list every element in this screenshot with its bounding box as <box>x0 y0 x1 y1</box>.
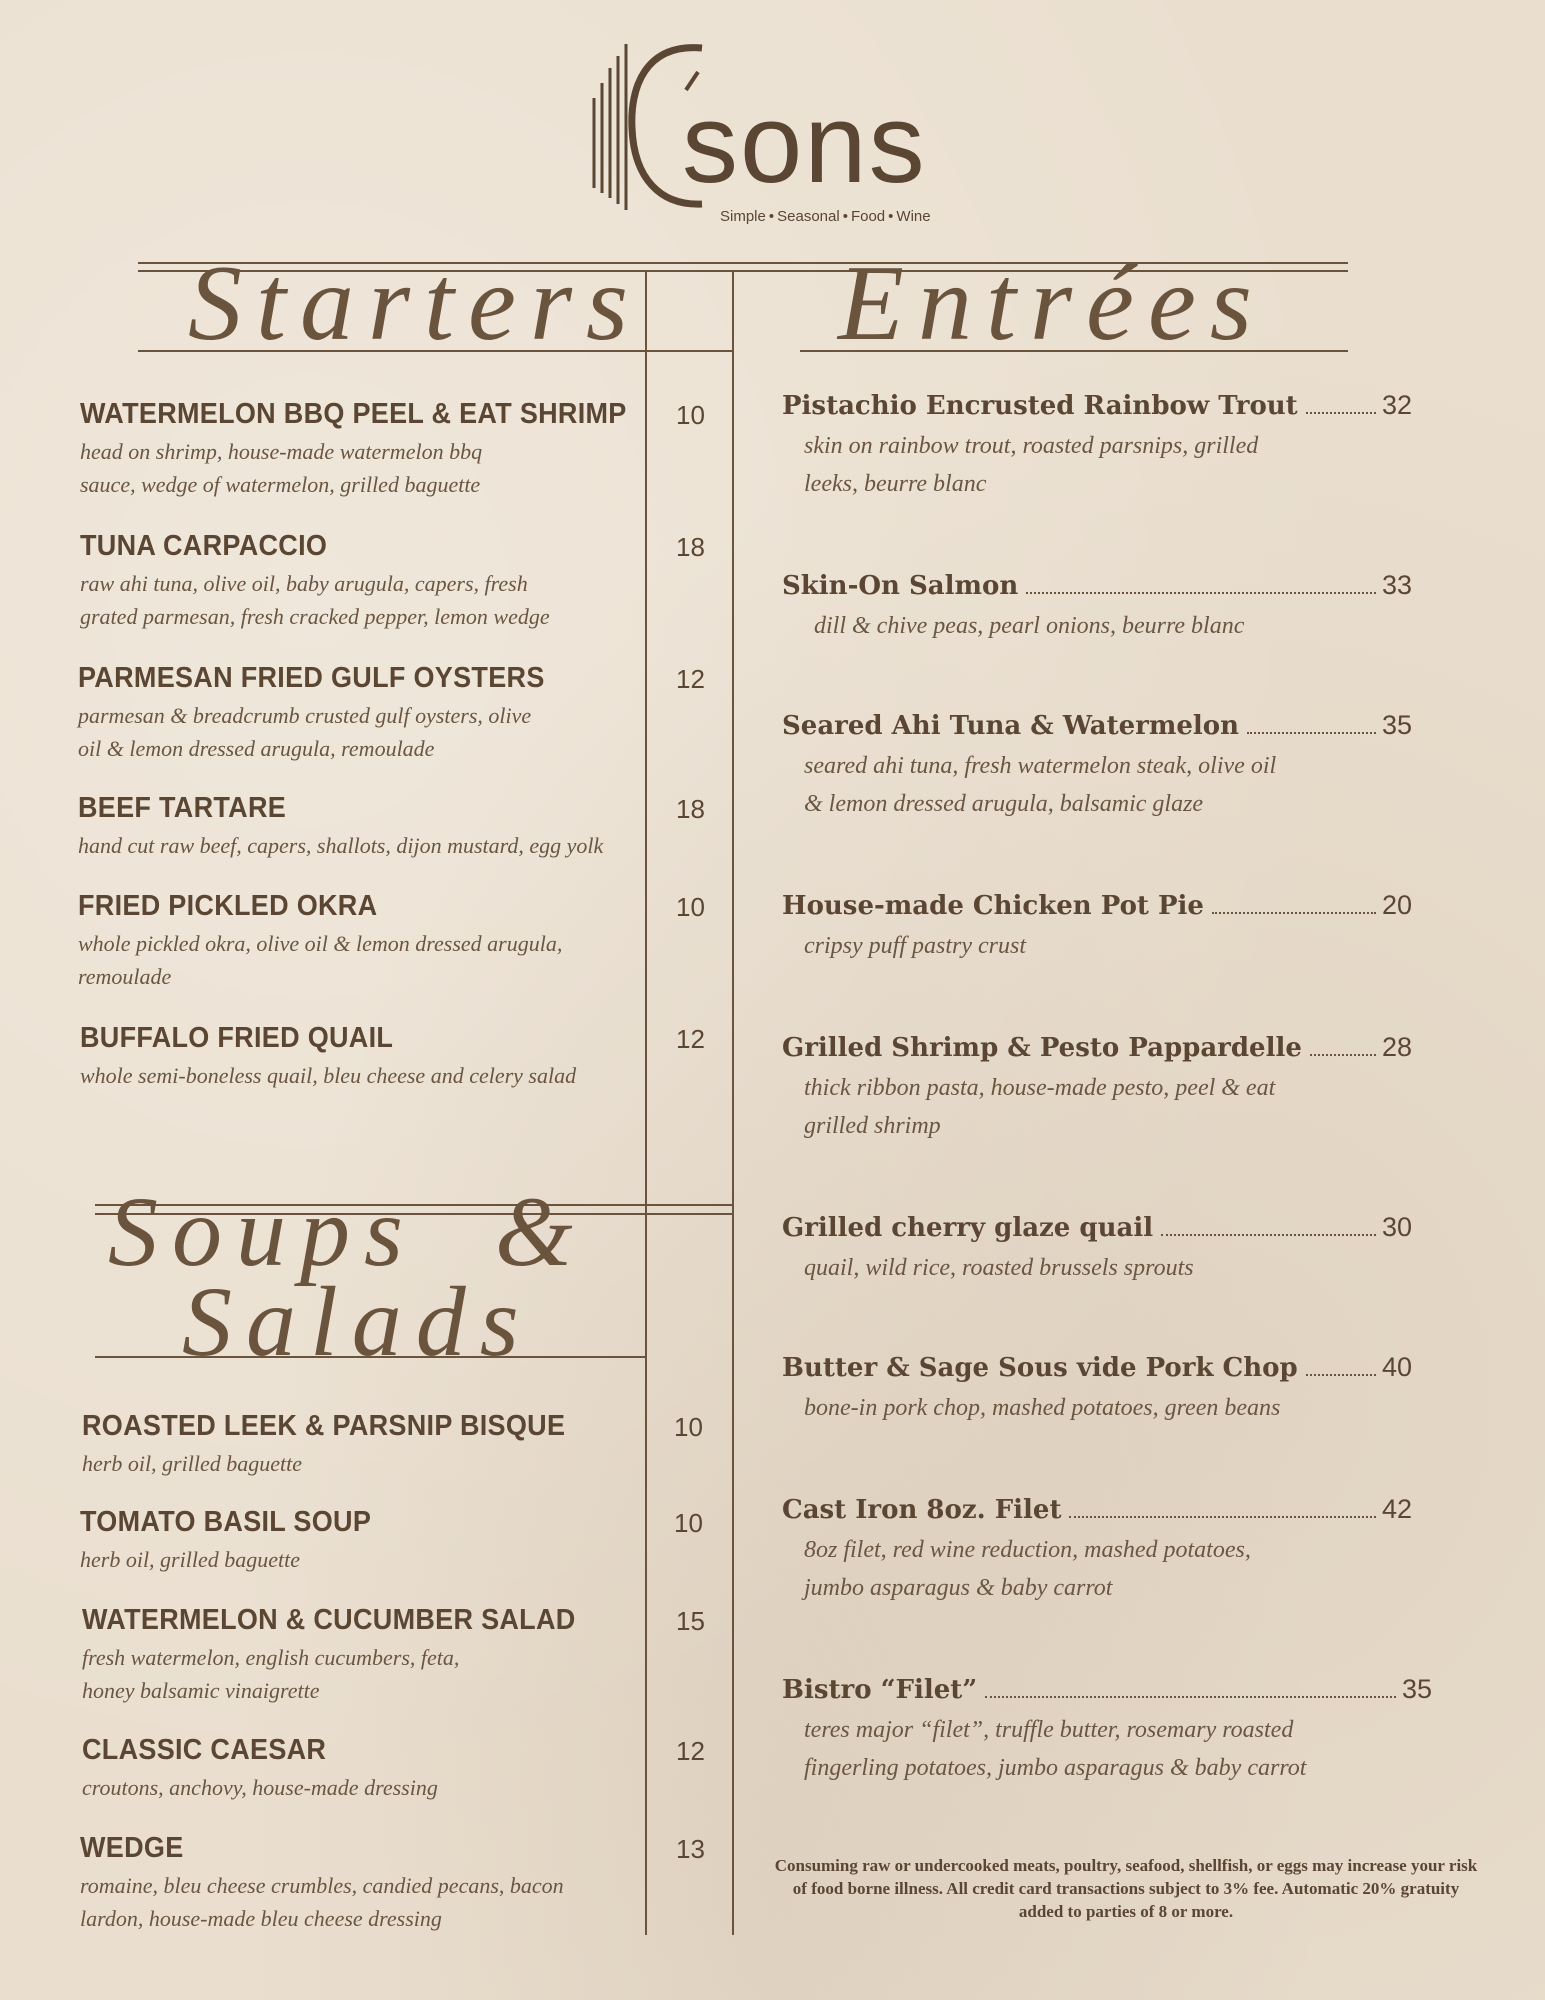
starter-item: BEEF TARTARE hand cut raw beef, capers, shallots, dijon mustard, egg yolk <box>78 792 604 858</box>
starter-item: WATERMELON BBQ PEEL & EAT SHRIMP head on shrimp, house-made watermelon bbq sauce, wedge of watermelon, grilled baguette <box>80 398 627 497</box>
soup-salad-price: 15 <box>676 1606 705 1636</box>
soup-salad-item: WATERMELON & CUCUMBER SALAD fresh watermelon, english cucumbers, feta, honey balsamic vinaigrette <box>82 1604 576 1703</box>
dot-leader <box>1306 412 1376 414</box>
logo-tagline: Simple • Seasonal • Food • Wine <box>720 208 931 225</box>
soup-salad-price: 10 <box>674 1508 703 1538</box>
entrees-title: Entrées <box>838 244 1266 363</box>
dot-leader <box>1310 1054 1376 1056</box>
dot-leader <box>1247 732 1376 734</box>
dot-leader <box>1026 592 1376 594</box>
soup-salad-price: 12 <box>676 1736 705 1766</box>
starter-item: TUNA CARPACCIO raw ahi tuna, olive oil, baby arugula, capers, fresh grated parmesan, fresh cracked pepper, lemon wedge <box>80 530 550 629</box>
soup-salad-item: WEDGE romaine, bleu cheese crumbles, candied pecans, bacon lardon, house-made bleu cheese dressing <box>80 1832 564 1931</box>
soup-salad-item: ROASTED LEEK & PARSNIP BISQUE herb oil, grilled baguette <box>82 1410 566 1476</box>
food-safety-disclaimer: Consuming raw or undercooked meats, poultry, seafood, shellfish, or eggs may increase your risk of food borne illness. All credit card transactions subject to 3% fee. Automatic 20% gratuity added to parties of 8 or more. <box>774 1856 1478 1921</box>
soups-title-line1: Soups & <box>108 1176 587 1287</box>
dot-leader <box>985 1696 1396 1698</box>
entree-item: Skin-On Salmon 33 dill & chive peas, pearl onions, beurre blanc <box>782 570 1412 639</box>
dot-leader <box>1306 1374 1376 1376</box>
starter-price: 18 <box>676 794 705 824</box>
column-divider-2 <box>732 272 734 1935</box>
entree-item: Pistachio Encrusted Rainbow Trout 32 skin on rainbow trout, roasted parsnips, grilled leeks, beurre blanc <box>782 390 1412 497</box>
entree-item: Butter & Sage Sous vide Pork Chop 40 bone-in pork chop, mashed potatoes, green beans <box>782 1352 1412 1421</box>
entree-item: Cast Iron 8oz. Filet 42 8oz filet, red wine reduction, mashed potatoes, jumbo asparagus & baby carrot <box>782 1494 1412 1601</box>
starter-price: 10 <box>676 892 705 922</box>
starter-item: PARMESAN FRIED GULF OYSTERS parmesan & breadcrumb crusted gulf oysters, olive oil & lemon dressed arugula, remoulade <box>78 662 545 761</box>
soup-salad-item: CLASSIC CAESAR croutons, anchovy, house-made dressing <box>82 1734 438 1800</box>
starter-price: 10 <box>676 400 705 430</box>
starter-item: BUFFALO FRIED QUAIL whole semi-boneless quail, bleu cheese and celery salad <box>80 1022 577 1088</box>
entree-item: Grilled Shrimp & Pesto Pappardelle 28 thick ribbon pasta, house-made pesto, peel & eat grilled shrimp <box>782 1032 1412 1139</box>
restaurant-logo <box>590 28 950 228</box>
entree-item: Bistro “Filet” 35 teres major “filet”, truffle butter, rosemary roasted fingerling potatoes, jumbo asparagus & baby carrot <box>782 1674 1432 1781</box>
soup-salad-item: TOMATO BASIL SOUP herb oil, grilled baguette <box>80 1506 372 1572</box>
starter-price: 12 <box>676 664 705 694</box>
entree-item: Seared Ahi Tuna & Watermelon 35 seared ahi tuna, fresh watermelon steak, olive oil & lemon dressed arugula, balsamic glaze <box>782 710 1412 817</box>
starter-price: 12 <box>676 1024 705 1054</box>
column-divider-1 <box>645 272 647 1935</box>
starter-price: 18 <box>676 532 705 562</box>
logo-wordmark: sons <box>682 81 927 206</box>
entree-item: House-made Chicken Pot Pie 20 cripsy puff pastry crust <box>782 890 1412 959</box>
entree-item: Grilled cherry glaze quail 30 quail, wild rice, roasted brussels sprouts <box>782 1212 1412 1281</box>
starter-item: FRIED PICKLED OKRA whole pickled okra, olive oil & lemon dressed arugula, remoulade <box>78 890 563 989</box>
starters-title: Starters <box>188 244 643 363</box>
dot-leader <box>1161 1234 1376 1236</box>
dot-leader <box>1069 1516 1375 1518</box>
soup-salad-price: 10 <box>674 1412 703 1442</box>
soups-title-line2: Salads <box>182 1266 533 1377</box>
soup-salad-price: 13 <box>676 1834 705 1864</box>
dot-leader <box>1212 912 1376 914</box>
